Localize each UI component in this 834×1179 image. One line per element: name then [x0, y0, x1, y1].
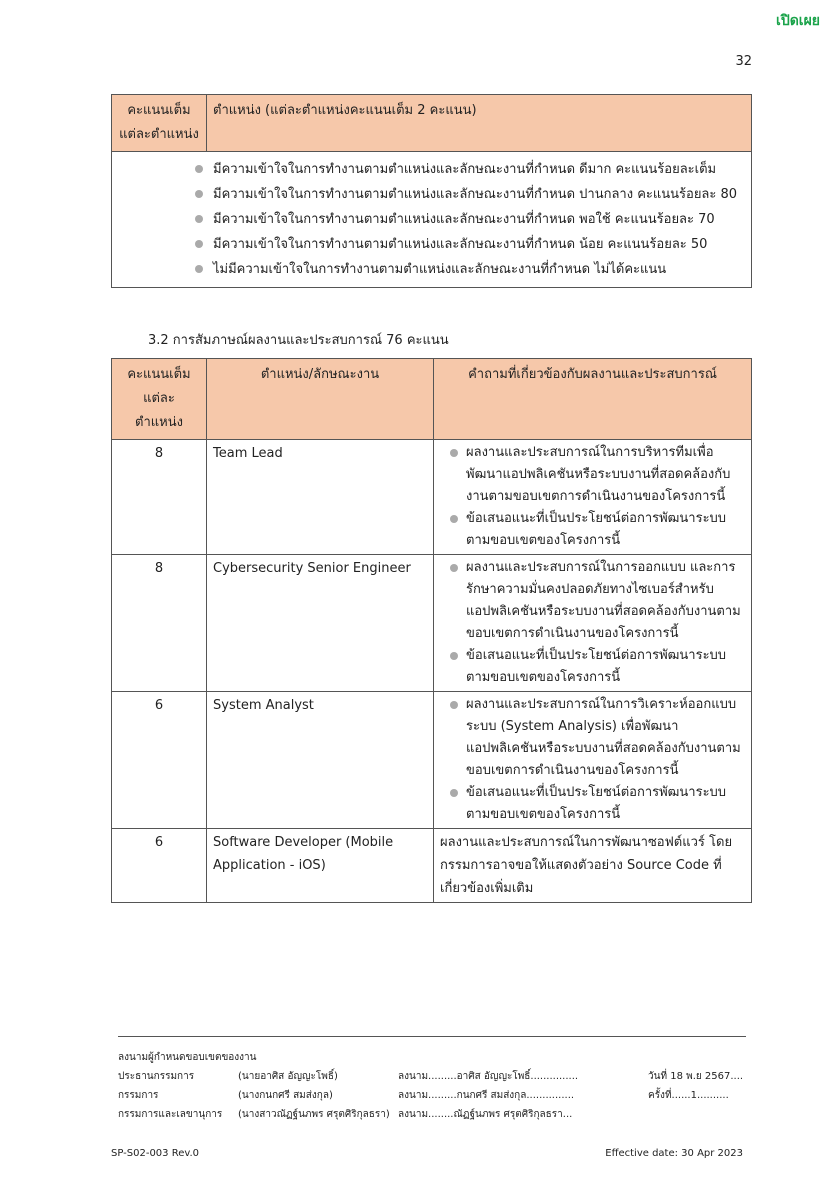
- table-row: [112, 829, 752, 903]
- criteria-list: [113, 153, 750, 286]
- table1-header-position: ตำแหน่ง (แต่ละตำแหน่งคะแนนเต็ม 2 คะแนน): [207, 95, 752, 152]
- criteria-item: ไม่มีความเข้าใจในการทำงานตามตำแหน่งและลักษณะงานที่กำหนด ไม่ได้คะแนน: [193, 257, 744, 282]
- position-cell: Cybersecurity Senior Engineer: [207, 555, 434, 692]
- section-title: 3.2 การสัมภาษณ์ผลงานและประสบการณ์ 76 คะแนน: [148, 333, 449, 348]
- table2-header-score: คะแนนเต็ม แต่ละ ตำแหน่ง: [112, 359, 207, 440]
- score-cell: 8: [112, 440, 207, 555]
- signer-name: (นางสาวณัฏฐ์นภพร ศรุตศิริกุลธรา): [238, 1109, 390, 1120]
- score-cell: 8: [112, 555, 207, 692]
- signature-row: [118, 1088, 758, 1107]
- score-cell: 6: [112, 692, 207, 829]
- table-row: [112, 692, 752, 829]
- question-item: ข้อเสนอแนะที่เป็นประโยชน์ต่อการพัฒนาระบบตามขอบเขตของโครงการนี้: [440, 782, 745, 826]
- signature-field: ลงนาม.........อาศิส อัญญะโพธิ์...............: [398, 1071, 579, 1082]
- table-row: [112, 555, 752, 692]
- question-item: ผลงานและประสบการณ์ในการบริหารทีมเพื่อพัฒนาแอปพลิเคชันหรือระบบงานที่สอดคล้องกับงานตามขอบเขตการดำเนินงานของโครงการนี้: [440, 442, 745, 508]
- criteria-item: มีความเข้าใจในการทำงานตามตำแหน่งและลักษณะงานที่กำหนด พอใช้ คะแนนร้อยละ 70: [193, 207, 744, 232]
- footer-effective-date: Effective date: 30 Apr 2023: [605, 1148, 743, 1159]
- criteria-item: มีความเข้าใจในการทำงานตามตำแหน่งและลักษณะงานที่กำหนด น้อย คะแนนร้อยละ 50: [193, 232, 744, 257]
- criteria-item: มีความเข้าใจในการทำงานตามตำแหน่งและลักษณะงานที่กำหนด ดีมาก คะแนนร้อยละเต็ม: [193, 157, 744, 182]
- questions-cell: ผลงานและประสบการณ์ในการพัฒนาซอฟต์แวร์ โดยกรรมการอาจขอให้แสดงตัวอย่าง Source Code ที่เกี่ยวข้องเพิ่มเติม: [434, 829, 752, 903]
- signature-row: [118, 1107, 758, 1126]
- score-cell: 6: [112, 829, 207, 903]
- question-item: ข้อเสนอแนะที่เป็นประโยชน์ต่อการพัฒนาระบบตามขอบเขตของโครงการนี้: [440, 508, 745, 552]
- position-cell: System Analyst: [207, 692, 434, 829]
- signature-date: วันที่ 18 พ.ย 2567....: [648, 1071, 744, 1082]
- signer-name: (นายอาศิส อัญญะโพธิ์): [238, 1071, 338, 1082]
- footer-doc-code: SP-S02-003 Rev.0: [111, 1148, 200, 1159]
- signer-role: ประธานกรรมการ: [118, 1071, 195, 1082]
- questions-cell: [434, 555, 752, 692]
- table2-header-position: ตำแหน่ง/ลักษณะงาน: [207, 359, 434, 440]
- signature-block: [118, 1050, 758, 1126]
- table2-header-questions: คำถามที่เกี่ยวข้องกับผลงานและประสบการณ์: [434, 359, 752, 440]
- signature-count: ครั้งที่......1..........: [648, 1090, 729, 1101]
- signature-field: ลงนาม.........กนกศรี สมส่งกุล...............: [398, 1090, 575, 1101]
- interview-table: [111, 358, 752, 903]
- signature-heading: ลงนามผู้กำหนดขอบเขตของงาน: [118, 1052, 257, 1063]
- questions-cell: [434, 692, 752, 829]
- questions-cell: [434, 440, 752, 555]
- signature-field: ลงนาม........ณัฏฐ์นภพร ศรุตศิริกุลธรา...: [398, 1109, 573, 1120]
- signature-row: [118, 1069, 758, 1088]
- table-row: [112, 440, 752, 555]
- criteria-cell: [112, 152, 752, 288]
- classification-badge: เปิดเผย: [776, 13, 820, 29]
- page-number: 32: [735, 54, 752, 69]
- signature-divider: [118, 1036, 746, 1037]
- signer-role: กรรมการและเลขานุการ: [118, 1109, 223, 1120]
- signer-name: (นางกนกศรี สมส่งกุล): [238, 1090, 333, 1101]
- question-item: ผลงานและประสบการณ์ในการออกแบบ และการรักษาความมั่นคงปลอดภัยทางไซเบอร์สำหรับแอปพลิเคชันหรือระบบงานที่สอดคล้องกับงานตามขอบเขตการดำเนินงานของโครงการนี้: [440, 557, 745, 645]
- position-cell: Team Lead: [207, 440, 434, 555]
- position-criteria-table: [111, 94, 752, 288]
- criteria-item: มีความเข้าใจในการทำงานตามตำแหน่งและลักษณะงานที่กำหนด ปานกลาง คะแนนร้อยละ 80: [193, 182, 744, 207]
- signer-role: กรรมการ: [118, 1090, 159, 1101]
- position-cell: Software Developer (Mobile Application - iOS): [207, 829, 434, 903]
- table1-header-score: คะแนนเต็ม แต่ละตำแหน่ง: [112, 95, 207, 152]
- question-item: ข้อเสนอแนะที่เป็นประโยชน์ต่อการพัฒนาระบบตามขอบเขตของโครงการนี้: [440, 645, 745, 689]
- question-item: ผลงานและประสบการณ์ในการวิเคราะห์ออกแบบระบบ (System Analysis) เพื่อพัฒนาแอปพลิเคชันหรือระบบงานที่สอดคล้องกับงานตามขอบเขตการดำเนินงานของโครงการนี้: [440, 694, 745, 782]
